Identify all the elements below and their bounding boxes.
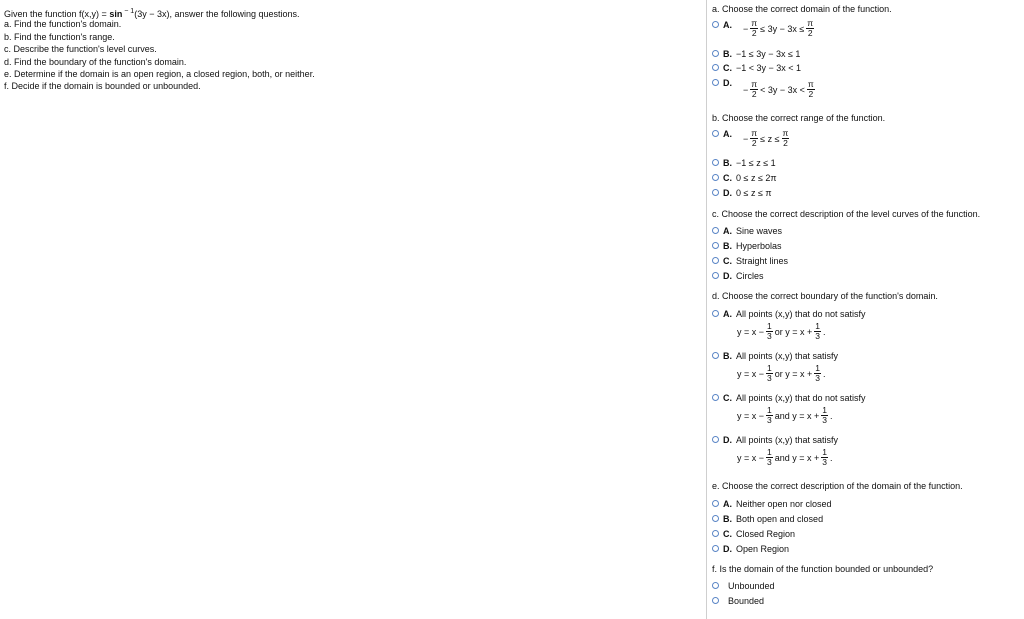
e-option-d[interactable]: D. Open Region — [712, 542, 789, 555]
radio-button[interactable] — [712, 64, 719, 71]
a-option-d[interactable]: D. — [712, 76, 736, 89]
radio-button[interactable] — [712, 174, 719, 181]
d-option-c[interactable]: C. All points (x,y) that do not satisfy — [712, 391, 866, 404]
c-option-c[interactable]: C. Straight lines — [712, 254, 788, 267]
radio-button[interactable] — [712, 545, 719, 552]
part-f-text: f. Decide if the domain is bounded or unbounded. — [4, 81, 201, 92]
question-a-title: a. Choose the correct domain of the function. — [712, 4, 892, 14]
d-option-b-equation: y = x − $\frac{1}{3}$ or y = x + $\frac{1}{3}$ . — [737, 363, 826, 383]
radio-button[interactable] — [712, 500, 719, 507]
radio-button[interactable] — [712, 79, 719, 86]
f-option-bounded[interactable]: Bounded — [712, 594, 764, 607]
radio-button[interactable] — [712, 227, 719, 234]
b-option-a[interactable]: A. — [712, 127, 736, 140]
part-e-text: e. Determine if the domain is an open region, a closed region, both, or neither. — [4, 68, 315, 79]
c-option-b[interactable]: B. Hyperbolas — [712, 239, 782, 252]
a-option-d-math: − $\frac{\pi}{2}$ < 3y − 3x < $\frac{\pi}{2}$ — [743, 79, 814, 99]
question-d-title: d. Choose the correct boundary of the function's domain. — [712, 291, 938, 301]
radio-button[interactable] — [712, 189, 719, 196]
part-d-text: d. Find the boundary of the function's domain. — [4, 56, 187, 67]
part-a-text: a. Find the function's domain. — [4, 19, 122, 30]
radio-button[interactable] — [712, 394, 719, 401]
radio-button[interactable] — [712, 310, 719, 317]
radio-button[interactable] — [712, 582, 719, 589]
question-c-title: c. Choose the correct description of the level curves of the function. — [712, 209, 981, 219]
d-option-d-equation: y = x − $\frac{1}{3}$ and y = x + $\frac{1}{3}$ . — [737, 447, 833, 467]
b-option-c[interactable]: C. 0 ≤ z ≤ 2π — [712, 171, 777, 184]
part-b-text: b. Find the function's range. — [4, 31, 115, 42]
radio-button[interactable] — [712, 352, 719, 359]
radio-button[interactable] — [712, 272, 719, 279]
question-b-title: b. Choose the correct range of the function. — [712, 113, 886, 123]
question-f-title: f. Is the domain of the function bounded or unbounded? — [712, 564, 934, 574]
b-option-a-math: − $\frac{\pi}{2}$ ≤ z ≤ $\frac{\pi}{2}$ — [743, 128, 789, 148]
panel-divider — [706, 0, 707, 619]
question-e-title: e. Choose the correct description of the domain of the function. — [712, 481, 963, 491]
radio-button[interactable] — [712, 530, 719, 537]
radio-button[interactable] — [712, 436, 719, 443]
radio-button[interactable] — [712, 515, 719, 522]
a-option-a-math: − $\frac{\pi}{2}$ ≤ 3y − 3x ≤ $\frac{\pi}{2}$ — [743, 18, 814, 38]
b-option-d[interactable]: D. 0 ≤ z ≤ π — [712, 186, 772, 199]
c-option-d[interactable]: D. Circles — [712, 269, 764, 282]
a-option-b[interactable]: B. −1 ≤ 3y − 3x ≤ 1 — [712, 47, 800, 60]
radio-button[interactable] — [712, 50, 719, 57]
radio-button[interactable] — [712, 159, 719, 166]
b-option-b[interactable]: B. −1 ≤ z ≤ 1 — [712, 156, 776, 169]
a-option-c[interactable]: C. −1 < 3y − 3x < 1 — [712, 61, 801, 74]
d-option-b[interactable]: B. All points (x,y) that satisfy — [712, 349, 838, 362]
part-c-text: c. Describe the function's level curves. — [4, 44, 157, 55]
d-option-d[interactable]: D. All points (x,y) that satisfy — [712, 433, 838, 446]
e-option-a[interactable]: A. Neither open nor closed — [712, 497, 832, 510]
question-panel — [4, 6, 694, 93]
f-option-unbounded[interactable]: Unbounded — [712, 579, 775, 592]
radio-button[interactable] — [712, 242, 719, 249]
question-stem: Given the function f(x,y) = sin $^{- 1}$(3y − 3x), answer the following questions. — [4, 8, 300, 19]
e-option-c[interactable]: C. Closed Region — [712, 527, 795, 540]
d-option-c-equation: y = x − $\frac{1}{3}$ and y = x + $\frac{1}{3}$ . — [737, 405, 833, 425]
e-option-b[interactable]: B. Both open and closed — [712, 512, 823, 525]
radio-button[interactable] — [712, 257, 719, 264]
radio-button[interactable] — [712, 130, 719, 137]
a-option-a[interactable]: A. — [712, 18, 736, 31]
radio-button[interactable] — [712, 21, 719, 28]
d-option-a-equation: y = x − $\frac{1}{3}$ or y = x + $\frac{1}{3}$ . — [737, 321, 826, 341]
c-option-a[interactable]: A. Sine waves — [712, 224, 782, 237]
d-option-a[interactable]: A. All points (x,y) that do not satisfy — [712, 307, 866, 320]
radio-button[interactable] — [712, 597, 719, 604]
